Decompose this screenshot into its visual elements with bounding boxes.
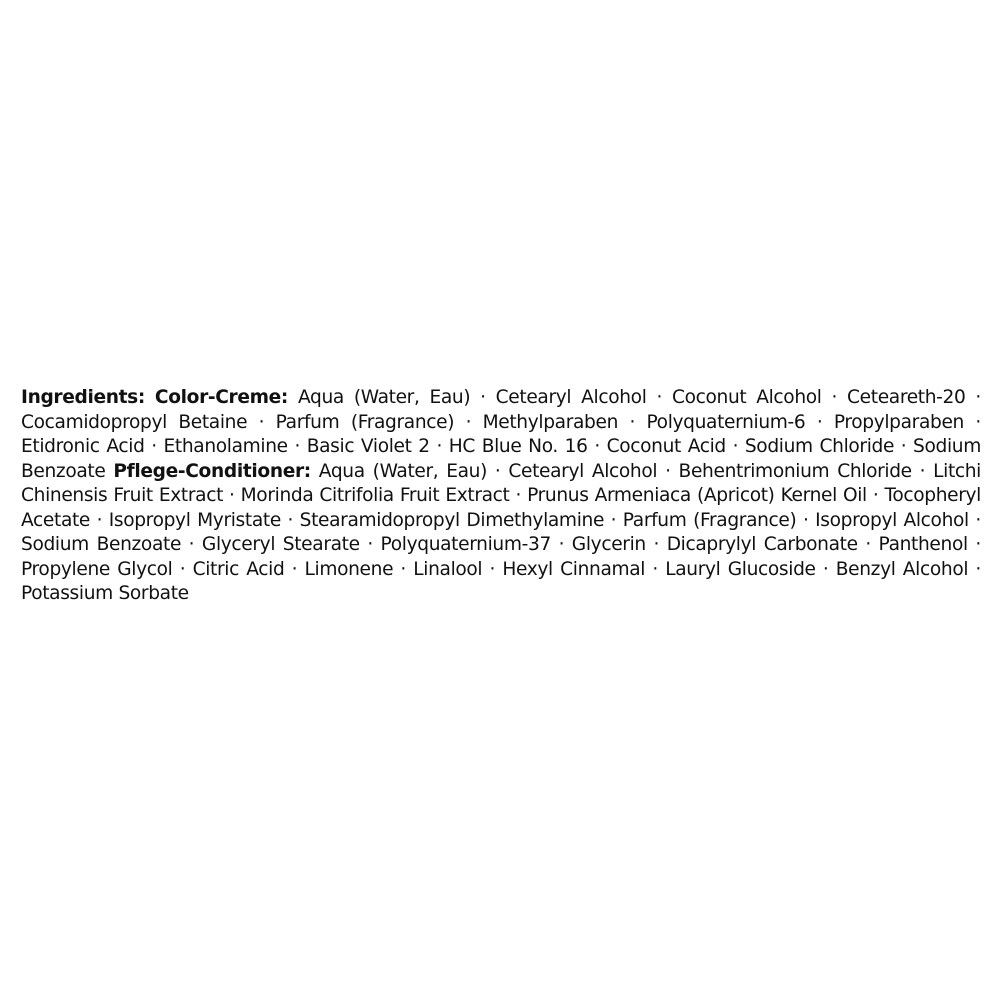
ingredients-list (21, 386, 981, 607)
color-creme-ingredients: Aqua (Water, Eau) · Cetearyl Alcohol · Coconut Alcohol · Ceteareth-20 · Cocamidopropyl Betaine · Parfum (Fragrance) · Methylparaben · Polyquaternium-6 · Propylparaben · Etidronic Acid · Ethanolamine · Basic Violet 2 · HC Blue No. 16 · Coconut Acid · Sodium Chloride · Sodium Benzoate (21, 387, 981, 482)
conditioner-ingredients: Aqua (Water, Eau) · Cetearyl Alcohol · Behentrimonium Chloride · Litchi Chinensis Fruit Extract · Morinda Citrifolia Fruit Extract · Prunus Armeniaca (Apricot) Kernel Oil · Tocopheryl Acetate · Isopropyl Myristate · Stearamidopropyl Dimethylamine · Parfum (Fragrance) · Isopropyl Alcohol · Sodium Benzoate · Glyceryl Stearate · Polyquaternium-37 · Glycerin · Dicaprylyl Carbonate · Panthenol · Propylene Glycol · Citric Acid · Limonene · Linalool · Hexyl Cinnamal · Lauryl Glucoside · Benzyl Alcohol · Potassium Sorbate (21, 460, 982, 604)
color-creme-label: Color-Creme: (154, 387, 289, 408)
ingredients-heading: Ingredients: (21, 387, 145, 408)
conditioner-label: Pflege-Conditioner: (113, 460, 311, 482)
